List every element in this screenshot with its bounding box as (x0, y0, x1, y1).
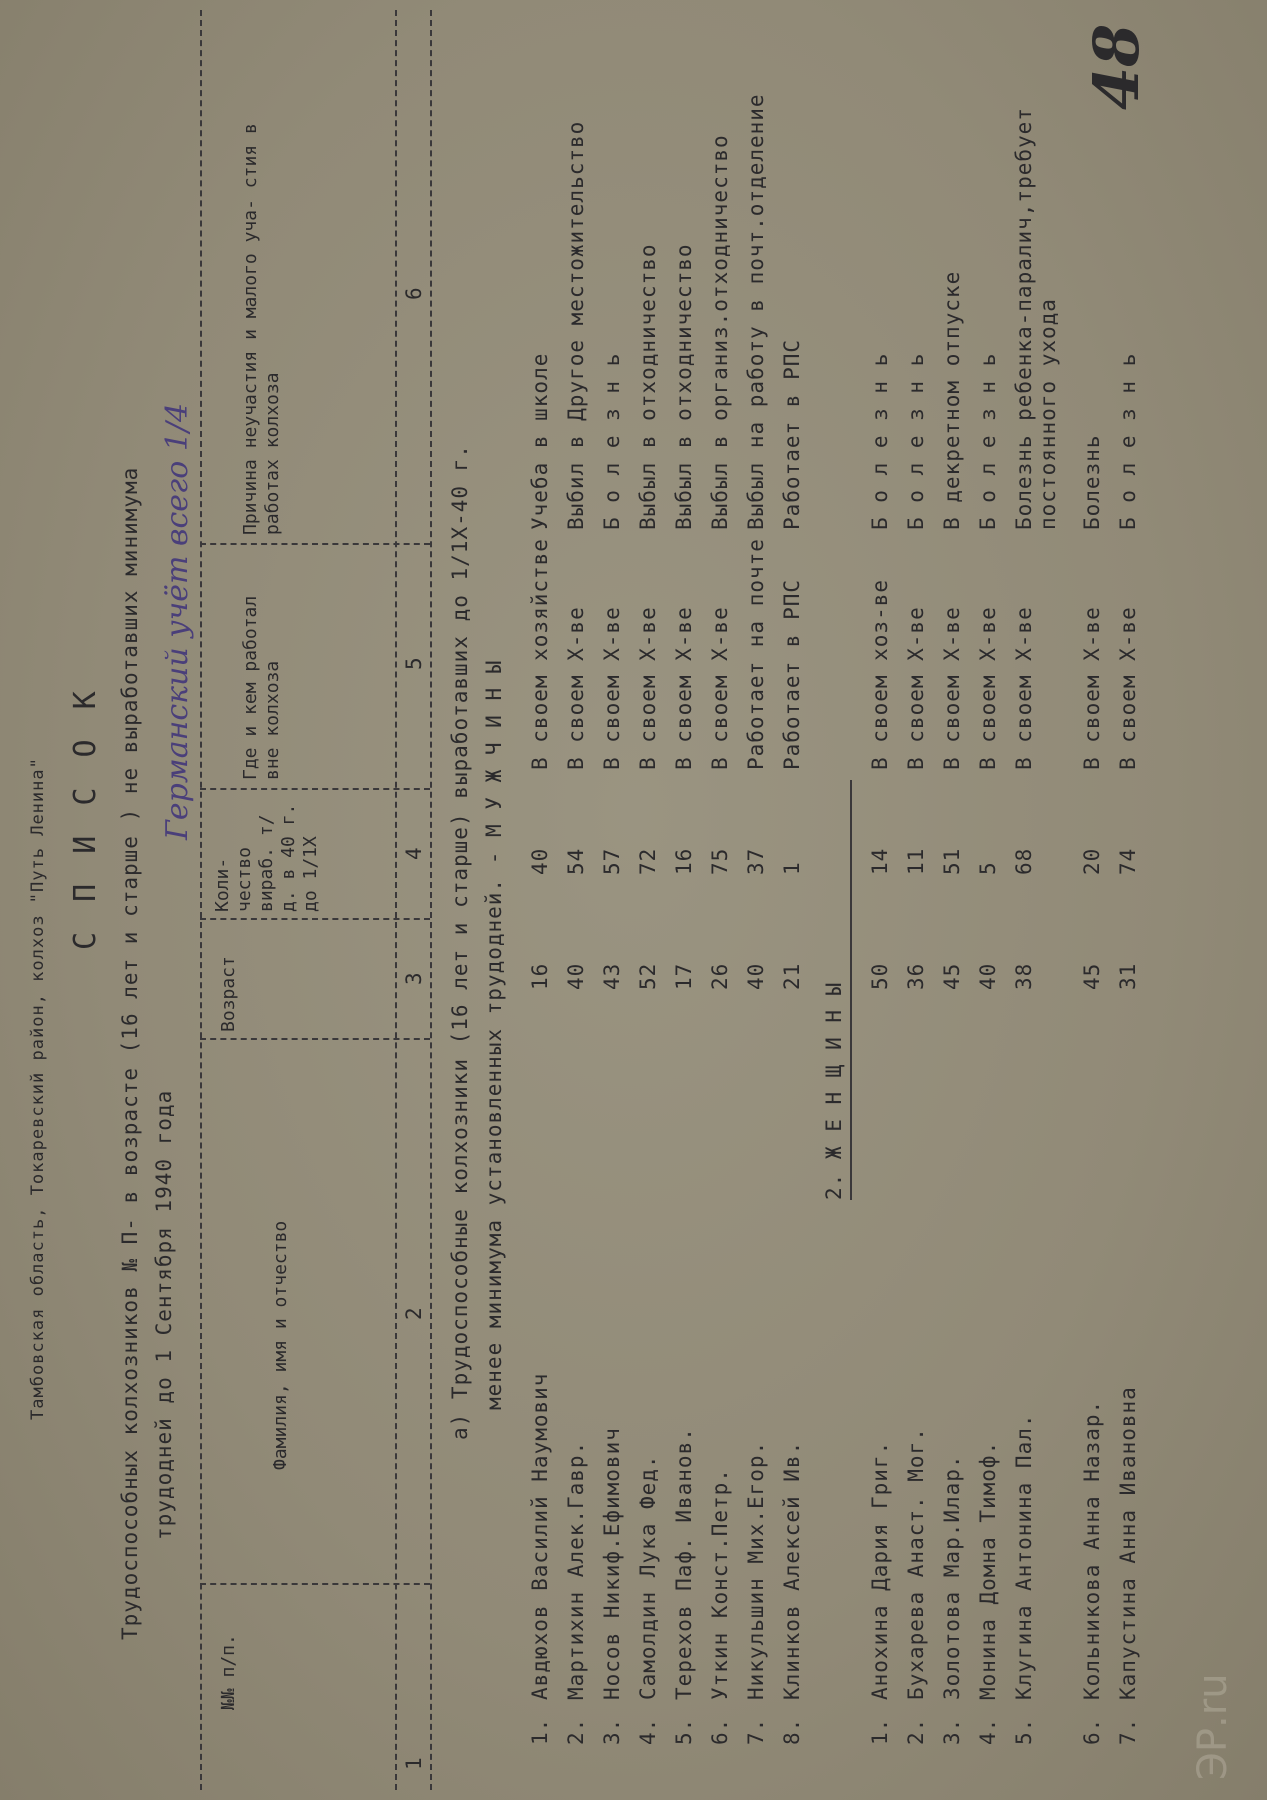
top-note: Тамбовская область, Токаревский район, колхоз "Путь Ленина" (28, 757, 48, 1420)
col-number-1: 1 (402, 1756, 426, 1770)
row-b6-where: В своем Х-ве (1080, 606, 1104, 770)
handwritten-note: Германский учёт всего 1/4 (160, 402, 195, 840)
col-number-4: 4 (402, 846, 426, 860)
row-a3-name: Носов Никиф.Ефимович (600, 1427, 624, 1700)
row-a8-age: 21 (780, 962, 804, 990)
row-b2-days: 11 (904, 847, 928, 875)
row-b7-reason: Б о л е з н ь (1116, 352, 1140, 530)
row-a5-name: Терехов Паф. Иванов. (672, 1427, 696, 1700)
watermark: ЭР.ru (1190, 1673, 1236, 1780)
row-a4-age: 52 (636, 962, 660, 990)
row-b5-name: Клугина Антонина Пал. (1012, 1413, 1036, 1700)
row-b3-reason: В декретном отпуске (940, 270, 964, 530)
subtitle-line1: Трудоспособных колхозников № П- в возрасте (16 лет и старше ) не выработавших минимума (118, 466, 142, 1640)
subtitle-line2: трудодней до 1 Сентября 1940 года (152, 1089, 176, 1540)
row-b3-name: Золотова Мар.Илар. (940, 1454, 964, 1700)
col-number-3: 3 (402, 971, 426, 985)
row-a7-where: Работает на почте (744, 538, 768, 770)
title: С П И С О К (68, 685, 103, 950)
row-a3-where: В своем Х-ве (600, 606, 624, 770)
row-a8-reason: Работает в РПС (780, 338, 804, 530)
row-a2-where: В своем Х-ве (564, 606, 588, 770)
row-a2-number: 2. (564, 1717, 588, 1745)
col-divider-3 (200, 918, 430, 920)
row-b7-number: 7. (1116, 1717, 1140, 1745)
row-a7-reason: Выбыл на работу в почт.отделение (744, 93, 768, 530)
section-a-heading-line2: менее минимума установленных трудодней. - М У Ж Ч И Н Ы (482, 659, 506, 1410)
row-b2-age: 36 (904, 962, 928, 990)
row-a3-number: 3. (600, 1717, 624, 1745)
header-col3: Возраст (218, 956, 239, 1032)
row-a1-name: Авдюхов Василий Наумович (528, 1372, 552, 1700)
row-b4-where: В своем Х-ве (976, 606, 1000, 770)
row-a7-name: Никульшин Мих.Егор. (744, 1440, 768, 1700)
row-b7-days: 74 (1116, 847, 1140, 875)
row-a6-days: 75 (708, 847, 732, 875)
col-number-5: 5 (402, 656, 426, 670)
row-a1-number: 1. (528, 1717, 552, 1745)
row-b5-where: В своем Х-ве (1012, 606, 1036, 770)
row-a7-days: 37 (744, 847, 768, 875)
row-b6-reason: Болезнь (1080, 434, 1104, 530)
row-b7-name: Капустина Анна Ивановна (1116, 1386, 1140, 1700)
row-a1-reason: Учеба в школе (528, 352, 552, 530)
row-b3-days: 51 (940, 847, 964, 875)
row-a4-reason: Выбыл в отходничество (636, 243, 660, 530)
col-divider-1 (200, 1583, 430, 1585)
col-number-2: 2 (402, 1306, 426, 1320)
row-a6-reason: Выбыл в организ.отходничество (708, 134, 732, 530)
row-a2-days: 54 (564, 847, 588, 875)
header-bottom-line (395, 10, 397, 1790)
row-a8-number: 8. (780, 1717, 804, 1745)
row-a3-reason: Б о л е з н ь (600, 352, 624, 530)
row-a8-name: Клинков Алексей Ив. (780, 1440, 804, 1700)
row-a6-name: Уткин Конст.Петр. (708, 1468, 732, 1700)
row-b2-where: В своем Х-ве (904, 606, 928, 770)
row-a1-where: В своем хозяйстве (528, 538, 552, 770)
row-b1-reason: Б о л е з н ь (868, 352, 892, 530)
col-divider-4 (200, 788, 430, 790)
header-number-line (430, 10, 432, 1790)
col-number-6: 6 (402, 286, 426, 300)
row-b1-number: 1. (868, 1717, 892, 1745)
row-a4-where: В своем Х-ве (636, 606, 660, 770)
header-col4: Коли- чество вираб. т/д. в 40 г. до 1/1Х (212, 803, 321, 912)
row-a4-name: Самолдин Лука Фед. (636, 1454, 660, 1700)
row-a7-age: 40 (744, 962, 768, 990)
page-number: 48 (1080, 23, 1153, 110)
row-a2-reason: Выбил в Другое местожительство (564, 120, 588, 530)
row-a6-number: 6. (708, 1717, 732, 1745)
row-a5-reason: Выбыл в отходничество (672, 243, 696, 530)
row-b4-reason: Б о л е з н ь (976, 352, 1000, 530)
row-a1-age: 16 (528, 962, 552, 990)
row-b2-number: 2. (904, 1717, 928, 1745)
row-b1-age: 50 (868, 962, 892, 990)
row-a3-age: 43 (600, 962, 624, 990)
row-a6-age: 26 (708, 962, 732, 990)
row-b7-where: В своем Х-ве (1116, 606, 1140, 770)
section-b-heading: 2. Ж Е Н Щ И Н Ы (822, 981, 846, 1200)
row-b2-reason: Б о л е з н ь (904, 352, 928, 530)
row-a5-days: 16 (672, 847, 696, 875)
row-a3-days: 57 (600, 847, 624, 875)
header-col6: Причина неучастия и малого уча- стия в работах колхоза (240, 123, 283, 535)
row-b6-age: 45 (1080, 962, 1104, 990)
row-b4-days: 5 (976, 861, 1000, 875)
row-b7-age: 31 (1116, 962, 1140, 990)
row-a4-days: 72 (636, 847, 660, 875)
row-a5-where: В своем Х-ве (672, 606, 696, 770)
row-b3-where: В своем Х-ве (940, 606, 964, 770)
row-a4-number: 4. (636, 1717, 660, 1745)
col-divider-5 (200, 543, 430, 545)
header-top-line (200, 10, 202, 1790)
row-b4-age: 40 (976, 962, 1000, 990)
row-b1-name: Анохина Дария Григ. (868, 1440, 892, 1700)
row-b6-number: 6. (1080, 1717, 1104, 1745)
row-b3-age: 45 (940, 962, 964, 990)
row-b5-number: 5. (1012, 1717, 1036, 1745)
row-b6-name: Кольникова Анна Назар. (1080, 1399, 1104, 1700)
row-b4-name: Монина Домна Тимоф. (976, 1440, 1000, 1700)
header-col5: Где и кем работал вне колхоза (240, 595, 283, 780)
row-a5-number: 5. (672, 1717, 696, 1745)
row-a8-days: 1 (780, 861, 804, 875)
row-a7-number: 7. (744, 1717, 768, 1745)
row-a2-age: 40 (564, 962, 588, 990)
header-col1: №№ п/п. (218, 1634, 239, 1710)
row-b5-days: 68 (1012, 847, 1036, 875)
row-a6-where: В своем Х-ве (708, 606, 732, 770)
row-b5-reason: Болезнь ребенка-паралич,требует постоянного ухода (1012, 107, 1060, 530)
header-col2: Фамилия, имя и отчество (270, 1220, 291, 1470)
row-a5-age: 17 (672, 962, 696, 990)
row-b3-number: 3. (940, 1717, 964, 1745)
row-b1-where: В своем хоз-ве (868, 578, 892, 770)
row-b5-age: 38 (1012, 962, 1036, 990)
row-a2-name: Мартихин Алек.Гавр. (564, 1440, 588, 1700)
section-a-heading-line1: а) Трудоспособные колхозники (16 лет и старше) выработавших до 1/1Х-40 г. (448, 444, 472, 1440)
section-b-underline (850, 780, 852, 1200)
row-b6-days: 20 (1080, 847, 1104, 875)
row-b2-name: Бухарева Анаст. Мог. (904, 1427, 928, 1700)
row-b1-days: 14 (868, 847, 892, 875)
row-b4-number: 4. (976, 1717, 1000, 1745)
row-a1-days: 40 (528, 847, 552, 875)
col-divider-2 (200, 1038, 430, 1040)
row-a8-where: Работает в РПС (780, 578, 804, 770)
